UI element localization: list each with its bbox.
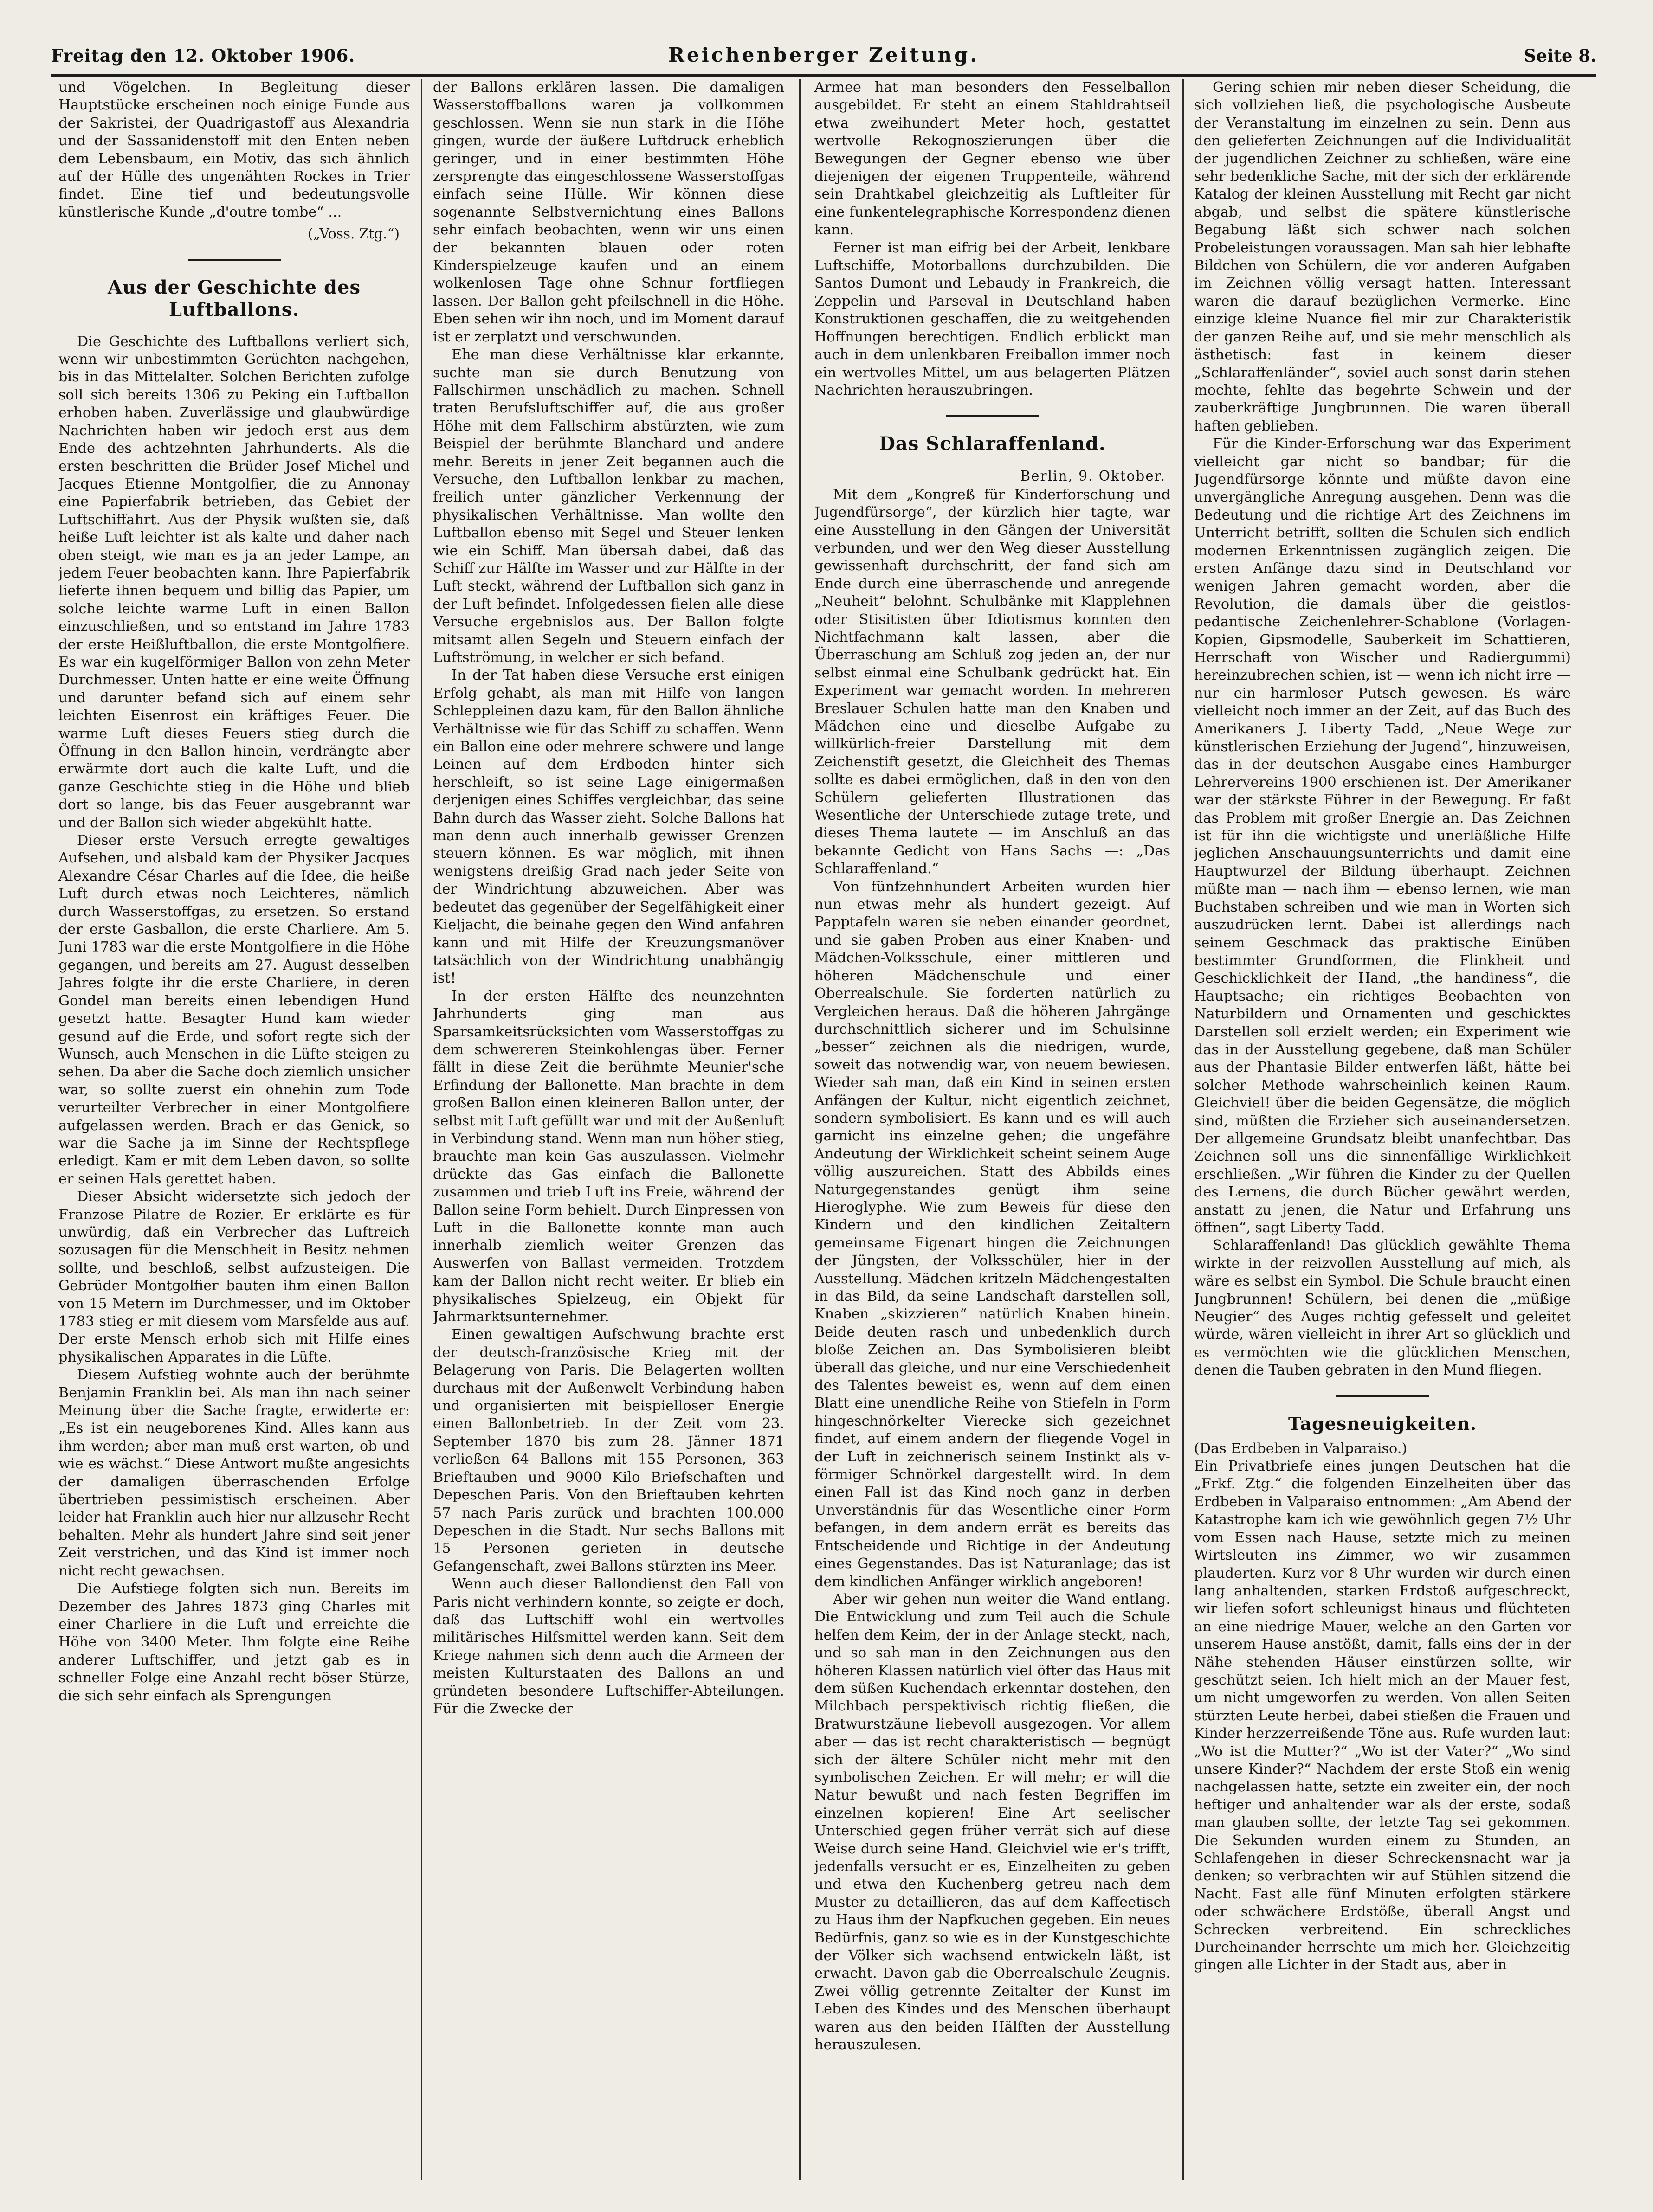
paragraph: der Ballons erklären lassen. Die damaligen Wasserstoffballons waren ja vollkommen geschlossen. Wenn sie nun stark in die Höhe gingen, wurde der äußere Luftdruck erheblich geringer, und in einer bestimmten Höhe zersprengte das eingeschlossene Wasserstoffgas einfach seine Hülle. Wir können diese sogenannte Selbstvernichtung eines Ballons sehr einfach beobachten, wenn wir uns einen der bekannten blauen oder roten Kinderspielzeuge kaufen und an einem wolkenlosen Tage ohne Schnur fortfliegen lassen. Der Ballon geht pfeilschnell in die Höhe. Eben sehen wir ihn noch, und im Moment darauf ist er zerplatzt und verschwunden. xyxy=(433,79,784,345)
paragraph: Aber wir gehen nun weiter die Wand entlang. Die Entwicklung und zum Teil auch die Schule helfen dem Keim, der in der Anlage steckt, nach, und so sah man in den Zeichnungen aus den höheren Klassen natürlich viel öfter das Haus mit dem süßen Kuchendach erkenntar dostehen, den Milchbach perspektivisch richtig fließen, die Bratwurstzäune liebevoll ausgezogen. Vor allem aber — das ist recht charakteristisch — begnügt sich der ältere Schüler nicht mehr mit den symbolischen Zeichen. Er will mehr; er will die Natur bewußt und nach festen Begriffen im einzelnen kopieren! Eine Art seelischer Unterschied gegen früher verrät sich auf diese Weise durch seine Hand. Gleichviel wie er's trifft, jedenfalls versucht er es, Einzelheiten zu geben und etwa den Kuchenberg getreu nach dem Muster zu detaillieren, das auf dem Kaffeetisch zu Haus ihm der Napfkuchen gegeben. Ein neues Bedürfnis, ganz so wie es in der Kunstgeschichte der Völker sich wachsend entwickeln läßt, ist erwacht. Davon gab die Oberrealschule Zeugnis. Zwei völlig getrennte Zeitalter der Kunst im Leben des Kindes und des Menschen überhaupt waren aus den beiden Hälften der Ausstellung herauszulesen. xyxy=(814,1591,1170,2053)
paragraph: Diesem Aufstieg wohnte auch der berühmte Benjamin Franklin bei. Als man ihn nach seiner Meinung über die Sache fragte, erwiderte er: „Es ist ein neugeborenes Kind. Alles kann aus ihm werden; aber man muß erst warten, ob und wie es wächst.“ Diese Antwort mußte angesichts der damaligen überraschenden Erfolge übertrieben pessimistisch erscheinen. Aber leider hat Franklin auch hier nur allzusehr Recht behalten. Mehr als hundert Jahre sind seit jener Zeit verstrichen, und das Kind ist immer noch nicht recht gewachsen. xyxy=(58,1367,410,1579)
paragraph: Ehe man diese Verhältnisse klar erkannte, suchte man sie durch Benutzung von Fallschirmen unschädlich zu machen. Schnell traten Berufsluftschiffer auf, die aus großer Höhe mit dem Fallschirm abstürzten, wie zum Beispiel der berühmte Blanchard und andere mehr. Bereits in jener Zeit begannen auch die Versuche, den Luftballon lenkbar zu machen, freilich unter gänzlicher Verkennung der physikalischen Verhältnisse. Man wollte den Luftballon ebenso mit Segel und Steuer lenken wie ein Schiff. Man übersah dabei, daß das Schiff zur Hälfte im Wasser und zur Hälfte in der Luft steckt, während der Luftballon sich ganz in der Luft befindet. Infolgedessen fielen alle diese Versuche ergebnislos aus. Der Ballon folgte mitsamt allen Segeln und Steuern einfach der Luftströmung, in welcher er sich befand. xyxy=(433,347,784,666)
paragraph: Die Aufstiege folgten sich nun. Bereits im Dezember des Jahres 1873 ging Charles mit einer Charliere in die Luft und erreichte die Höhe von 3400 Meter. Ihm folgte eine Reihe anderer Luftschiffer, und jetzt gab es in schneller Folge eine Anzahl recht böser Stürze, die sich sehr einfach als Sprengungen xyxy=(58,1581,410,1704)
paragraph: Ein Privatbriefe eines jungen Deutschen hat die „Frkf. Ztg.“ die folgenden Einzelheiten über das Erdbeben in Valparaiso entnommen: „Am Abend der Katastrophe kam ich wie gewöhnlich gegen 7½ Uhr vom Essen nach Hause, setzte mich zu meinen Wirtsleuten ins Zimmer, wo wir zusammen plauderten. Kurz vor 8 Uhr wurden wir durch einen lang anhaltenden, starken Erdstoß aufgeschreckt, wir liefen sofort schleunigst hinaus und flüchteten an eine niedrige Mauer, welche an den Garten vor unserem Hause anstößt, damit, falls eins der in der Nähe stehenden Häuser einstürzen sollte, wir geschützt seien. Ich hielt mich an der Mauer fest, um nicht umgeworfen zu werden. Von allen Seiten stürzten Leute herbei, dabei stießen die Frauen und Kinder herzzerreißende Töne aus. Rufe wurden laut: „Wo ist die Mutter?“ „Wo ist der Vater?“ „Wo sind unsere Kinder?“ Nachdem der erste Stoß ein wenig nachgelassen hatte, setzte ein zweiter ein, der noch heftiger und anhaltender war als der erste, sodaß man glauben sollte, der letzte Tag sei gekommen. Die Sekunden wurden einem zu Stunden, an Schlafengehen in dieser Schreckensnacht war ja denken; so verbrachten wir auf Stühlen sitzend die Nacht. Fast alle fünf Minuten erfolgten stärkere oder schwächere Erdstöße, überall Angst und Schrecken verbreitend. Ein schreckliches Durcheinander herrschte um mich her. Gleichzeitig gingen alle Lichter in der Stadt aus, aber in xyxy=(1194,1458,1571,1974)
article-continuation: und Vögelchen. In Begleitung dieser Hauptstücke erscheinen noch einige Funde aus der Sakristei, der Quadrigastoff aus Alexandria und der Sassanidenstoff mit den Enten neben dem Lebensbaum, ein Motiv, das sich ähnlich auf der Hülle des ungenähten Rockes in Trier findet. Eine tief und bedeutungsvolle künstlerische Kunde „d'outre tombe“ ... xyxy=(58,79,410,220)
page-header xyxy=(51,45,1596,73)
news-item-title: (Das Erdbeben in Valparaiso.) xyxy=(1194,1440,1408,1457)
column-divider xyxy=(421,79,422,2180)
column-3 xyxy=(814,79,1170,2185)
paragraph: Armee hat man besonders den Fesselballon ausgebildet. Er steht an einem Stahldrahtseil etwa zweihundert Meter hoch, gestattet wertvolle Rekognoszierungen über die Bewegungen der Gegner ebenso wie über diejenigen der eigenen Truppenteile, während sein Drahtkabel gleichzeitig als Luftleiter für eine funkentelegraphische Korrespondenz dienen kann. xyxy=(814,79,1170,238)
page-number: Seite 8. xyxy=(1524,45,1596,66)
paragraph: Die Geschichte des Luftballons verliert sich, wenn wir unbestimmten Gerüchten nachgehen, bis in das Mittelalter. Solchen Berichten zufolge soll sich bereits 1306 zu Peking ein Luftballon erhoben haben. Zuverlässige und glaubwürdige Nachrichten haben wir jedoch erst aus dem Ende des achtzehnten Jahrhunderts. Als die ersten beschritten die Brüder Josef Michel und Jacques Etienne Montgolfier, die zu Annonay eine Papierfabrik betrieben, das Gebiet der Luftschiffahrt. Aus der Physik wußten sie, daß heiße Luft leichter ist als kalte und daher nach oben steigt, wie man es ja an jeder Lampe, an jedem Feuer beobachten kann. Ihre Papierfabrik lieferte ihnen bequem und billig das Papier, um solche leichte warme Luft in einen Ballon einzuschließen, und so entstand im Jahre 1783 der erste Heißluftballon, die erste Montgolfiere. Es war ein kugelförmiger Ballon von zehn Meter Durchmesser. Unten hatte er eine weite Öffnung und darunter befand sich auf einem sehr leichten Eisenrost ein kräftiges Feuer. Die warme Luft dieses Feuers stieg durch die Öffnung in den Ballon hinein, verdrängte aber erwärmte dort auch die kalte Luft, und die ganze Geschichte stieg in die Höhe und blieb dort so lange, bis das Feuer ausgebrannt war und der Ballon sich wieder abgekühlt hatte. xyxy=(58,333,410,831)
header-rule xyxy=(51,74,1596,77)
column-divider xyxy=(1182,79,1184,2180)
paragraph: In der ersten Hälfte des neunzehnten Jahrhunderts ging man aus Sparsamkeitsrücksichten vom Wasserstoffgas zu dem schwereren Steinkohlengas über. Ferner fällt in diese Zeit die berühmte Meunier'sche Erfindung der Ballonette. Man brachte in dem großen Ballon einen kleineren Ballon unter, der selbst mit Luft gefüllt war und mit der Außenluft in Verbindung stand. Wenn man nun höher stieg, brauchte man kein Gas auszulassen. Vielmehr drückte das Gas einfach die Ballonette zusammen und trieb Luft ins Freie, während der Ballon seine Form behielt. Durch Einpressen von Luft in die Ballonette konnte man auch innerhalb ziemlich weiter Grenzen das Auswerfen von Ballast vermeiden. Trotzdem kam der Ballon nicht recht weiter. Er blieb ein physikalisches Spielzeug, ein Objekt für Jahrmarktsunternehmer. xyxy=(433,988,784,1325)
dateline: Berlin, 9. Oktober. xyxy=(1020,468,1166,484)
paragraph: Von fünfzehnhundert Arbeiten wurden hier nun etwas mehr als hundert gezeigt. Auf Papptafeln waren sie neben einander geordnet, und sie gaben Proben aus einer Knaben- und Mädchen-Volksschule, einer mittleren und höheren Mädchenschule und einer Oberrealschule. Sie forderten natürlich zu Vergleichen heraus. Daß die höheren Jahrgänge durchschnittlich sicherer und im Schulsinne „besser“ zeichnen als die niedrigen, wurde, soweit das notwendig war, von neuem bewiesen. Wieder sah man, daß ein Kind in seinen ersten Anfängen der Kultur, nicht eigentlich zeichnet, sondern symbolisiert. Es kann und es will auch garnicht ins einzelne gehen; die ungefähre Andeutung der Wirklichkeit scheint seinem Auge völlig auszureichen. Statt des Abbilds eines Naturgegenstandes genügt ihm seine Hieroglyphe. Wie zum Beweis für diese den Kindern und den kindlichen Zeitaltern gemeinsame Eigenart hingen die Zeichnungen der Jüngsten, der Volksschüler, hier in der Ausstellung. Mädchen kritzeln Mädchengestalten in das Bild, da seine Landschaft darstellen soll, Knaben „skizzieren“ natürlich Knaben hinein. Beide deuten rasch und unbedenklich durch bloße Zeichen an. Das Symbolisieren bleibt überall das gleiche, und nur eine Verschiedenheit des Talentes beweist es, wenn auf dem einen Blatt eine unendliche Reihe von Stiefeln in Form hingeschnörkelter Vierecke sich gezeichnet findet, auf einem andern der fliegende Vogel in der Luft in zeichnerisch seinem Instinkt als v-förmiger Schnörkel dargestellt wird. In dem einen Fall ist das Kind noch ganz in derben Unverständnis für das Wesentliche einer Form befangen, in dem andern errät es bereits das Entscheidende und Richtige in der Andeutung eines Gegenstandes. Das ist Naturanlage; das ist dem kindlichen Anfänger wirklich angeboren! xyxy=(814,878,1170,1590)
column-4 xyxy=(1194,79,1571,2185)
newspaper-title: Reichenberger Zeitung. xyxy=(668,44,979,66)
paragraph: Wenn auch dieser Ballondienst den Fall von Paris nicht verhindern konnte, so zeigte er doch, daß das Luftschiff wohl ein wertvolles militärisches Hilfsmittel werden kann. Seit dem Kriege nahmen sich denn auch die Armeen der meisten Kulturstaaten des Ballons an und gründeten besondere Luftschiffer-Abteilungen. Für die Zwecke der xyxy=(433,1576,784,1717)
section-headline: Tagesneuigkeiten. xyxy=(1288,1413,1477,1434)
paragraph: Einen gewaltigen Aufschwung brachte erst der deutsch-französische Krieg mit der Belagerung von Paris. Die Belagerten wollten durchaus mit der Außenwelt Verbindung haben und organisierten mit beispielloser Energie einen Ballonbetrieb. In der Zeit vom 23. September 1870 bis zum 28. Jänner 1871 verließen 64 Ballons mit 155 Personen, 363 Brieftauben und 9000 Kilo Briefschaften und Depeschen Paris. Von den Brieftauben kehrten 57 nach Paris zurück und brachten 100.000 Depeschen in die Stadt. Nur sechs Ballons mit 15 Personen gerieten in deutsche Gefangenschaft, zwei Ballons stürzten ins Meer. xyxy=(433,1326,784,1575)
column-1 xyxy=(58,79,410,2185)
source-credit: („Voss. Ztg.“) xyxy=(308,226,400,242)
column-2 xyxy=(433,79,784,2185)
paragraph: In der Tat haben diese Versuche erst einigen Erfolg gehabt, als man mit Hilfe von langen Schleppleinen dazu kam, für den Ballon ähnliche Verhältnisse wie für das Schiff zu schaffen. Wenn ein Ballon eine oder mehrere schwere und lange Leinen auf dem Erdboden hinter sich herschleift, so ist seine Lage einigermaßen derjenigen eines Schiffes vergleichbar, das seine Bahn durch das Wasser zieht. Solche Ballons hat man denn auch innerhalb gewisser Grenzen steuern können. Es war möglich, mit ihnen wenigstens dreißig Grad nach jeder Seite von der Windrichtung abzuweichen. Aber was bedeutet das gegenüber der Segelfähigkeit einer Kieljacht, die beinahe gegen den Wind anfahren kann und mit Hilfe der Kreuzungsmanöver tatsächlich von der Windrichtung unabhängig ist! xyxy=(433,667,784,987)
column-divider xyxy=(799,79,801,2180)
article-separator xyxy=(946,415,1039,417)
issue-date: Freitag den 12. Oktober 1906. xyxy=(51,45,355,66)
paragraph: Dieser Absicht widersetzte sich jedoch der Franzose Pilatre de Rozier. Er erklärte es für unwürdig, daß ein Verbrecher das Luftreich sozusagen für die Menschheit in Besitz nehmen sollte, und beschloß, selbst aufzusteigen. Die Gebrüder Montgolfier bauten ihm einen Ballon von 15 Metern im Durchmesser, und im Oktober 1783 stieg er mit diesem vom Marsfelde aus auf. Der erste Mensch erhob sich mit Hilfe eines physikalischen Apparates in die Lüfte. xyxy=(58,1189,410,1365)
paragraph: Ferner ist man eifrig bei der Arbeit, lenkbare Luftschiffe, Motorballons durchzubilden. Die Santos Dumont und Lebaudy in Frankreich, die Zeppelin und Parseval in Deutschland haben Konstruktionen geschaffen, die zu weitgehenden Hoffnungen berechtigen. Endlich erblickt man auch in dem unlenkbaren Freiballon immer noch ein wertvolles Mittel, um aus belagerten Plätzen Nachrichten herauszubringen. xyxy=(814,239,1170,399)
article-headline: Das Schlaraffenland. xyxy=(879,433,1106,455)
paragraph: Mit dem „Kongreß für Kinderforschung und Jugendfürsorge“, der kürzlich hier tagte, war eine Ausstellung in den Gängen der Universität verbunden, und wer den Weg dieser Ausstellung gewissenhaft durchschritt, der fand sich am Ende durch eine überraschende und anregende „Neuheit“ belohnt. Schulbänke mit Klapplehnen oder Stisitisten über Idiotismus konnten den Nichtfachmann kalt lassen, aber die Überraschung am Schluß zog jeden an, der nur selbst einmal eine Schulbank gedrückt hat. Ein Experiment war gemacht worden. In mehreren Breslauer Schulen hatte man den Knaben und Mädchen eine und dieselbe Aufgabe zu willkürlich-freier Darstellung mit dem Zeichenstift gesetzt, die Gleichheit des Themas sollte es dabei ermöglichen, daß in den von den Schülern gelieferten Illustrationen das Wesentliche der Unterschiede zutage trete, und dieses Thema lautete — im Anschluß an das bekannte Gedicht von Hans Sachs —: „Das Schlaraffenland.“ xyxy=(814,486,1170,877)
paragraph: Schlaraffenland! Das glücklich gewählte Thema wirkte in der reizvollen Ausstellung auf mich, als wäre es selbst ein Symbol. Die Schule braucht einen Jungbrunnen! Schülern, bei denen die „müßige Neugier“ des Auges richtig gefesselt und geleitet würde, wären vielleicht in ihrer Art so glücklich und es vermöchten wie die glücklichen Menschen, denen die Tauben gebraten in den Mund fliegen. xyxy=(1194,1237,1571,1379)
paragraph: Gering schien mir neben dieser Scheidung, die sich vollziehen ließ, die psychologische Ausbeute der Veranstaltung im einzelnen zu sein. Denn aus den gelieferten Zeichnungen auf die Individualität der jugendlichen Zeichner zu schließen, wäre eine sehr bedenkliche Sache, mit der sich der erklärende Katalog der kleinen Ausstellung mit Recht gar nicht abgab, und selbst die spätere künstlerische Begabung läßt sich schwer nach solchen Probeleistungen voraussagen. Man sah hier lebhafte Bildchen von Schülern, die vor anderen Aufgaben im Zeichnen völlig versagt hatten. Interessant waren die darauf bezüglichen Vermerke. Eine einzige kleine Nuance fiel mir zur Charakteristik der ganzen Reihe auf, und sie mehr menschlich als ästhetisch: fast in keinem dieser „Schlaraffenländer“, soviel auch sonst darin stehen mochte, fehlte das begehrte Schwein und der zauberkräftige Jungbrunnen. Die waren überall haften geblieben. xyxy=(1194,79,1571,434)
paragraph: Für die Kinder-Erforschung war das Experiment vielleicht gar nicht so bandbar; für die Jugendfürsorge könnte und müßte davon eine unvergängliche Anregung ausgehen. Denn was die Bedeutung und die richtige Art des Zeichnens im Unterricht betrifft, sollten die Schulen sich endlich modernen Erkenntnissen zugänglich zeigen. Die ersten Anfänge dazu sind in Deutschland vor wenigen Jahren gemacht worden, aber die Revolution, die damals über die geistlos-pedantische Zeichenlehrer-Schablone (Vorlagen-Kopien, Gipsmodelle, Sauberkeit im Schattieren, Herrschaft von Wischer und Radiergummi) hereinzubrechen schien, ist — wenn ich nicht irre — nur ein harmloser Putsch gewesen. Es wäre vielleicht noch immer an der Zeit, auf das Buch des Amerikaners J. Liberty Tadd, „Neue Wege zur künstlerischen Erziehung der Jugend“, hinzuweisen, das in der deutschen Ausgabe eines Hamburger Lehrervereins 1900 erschienen ist. Der Amerikaner war der stärkste Führer in der Bewegung. Er faßt das Problem mit großer Energie an. Das Zeichnen ist für ihn die wichtigste und unerläßliche Hilfe jeglichen Anschauungsunterrichts und damit eine Hauptwurzel der Bildung überhaupt. Zeichnen müßte man — nach ihm — ebenso lernen, wie man Buchstaben schreiben und wie man in Worten sich auszudrücken lernt. Dabei ist allerdings nach seinem Geschmack das praktische Einüben bestimmter Grundformen, die Flinkheit und Geschicklichkeit der Hand, „the handiness“, die Hauptsache; ein richtiges Beobachten von Naturbildern und Ornamenten und geschicktes Darstellen soll erzielt werden; ein Experiment wie das in der Ausstellung gegebene, daß man Schüler aus der Phantasie Bilder entwerfen läßt, hätte bei solcher Methode wahrscheinlich keinen Raum. Gleichviel! über die beiden Gegensätze, die möglich sind, müßten die Erzieher sich auseinandersetzen. Der allgemeine Grundsatz bleibt unanfechtbar. Das Zeichnen soll uns die sinnenfällige Wirklichkeit erschließen. „Wir führen die Kinder zu der Quellen des Lernens, die durch Bücher gewährt werden, anstatt zu jenen, die Natur und Erfahrung uns öffnen“, sagt Liberty Tadd. xyxy=(1194,436,1571,1236)
article-separator xyxy=(188,259,281,261)
article-headline: Aus der Geschichte des Luftballons. xyxy=(108,276,361,321)
article-separator xyxy=(1336,1395,1429,1397)
paragraph: Dieser erste Versuch erregte gewaltiges Aufsehen, und alsbald kam der Physiker Jacques Alexandre César Charles auf die Idee, die heiße Luft durch etwas noch Leichteres, nämlich durch Wasserstoffgas, zu ersetzen. So erstand der erste Gasballon, die erste Charliere. Am 5. Juni 1783 war die erste Montgolfiere in die Höhe gegangen, und bereits am 27. August desselben Jahres folgte ihr die erste Charliere, in deren Gondel man bereits einen lebendigen Hund gesetzt hatte. Besagter Hund kam wieder gesund auf die Erde, und sofort regte sich der Wunsch, auch Menschen in die Lüfte steigen zu sehen. Da aber die Sache doch ziemlich unsicher war, so sollte zuerst ein ohnehin zum Tode verurteilter Verbrecher in einer Montgolfiere aufgelassen werden. Brach er das Genick, so war die Sache ja im Sinne der Rechtspflege erledigt. Kam er mit dem Leben davon, so sollte er seinen Hals gerettet haben. xyxy=(58,832,410,1187)
